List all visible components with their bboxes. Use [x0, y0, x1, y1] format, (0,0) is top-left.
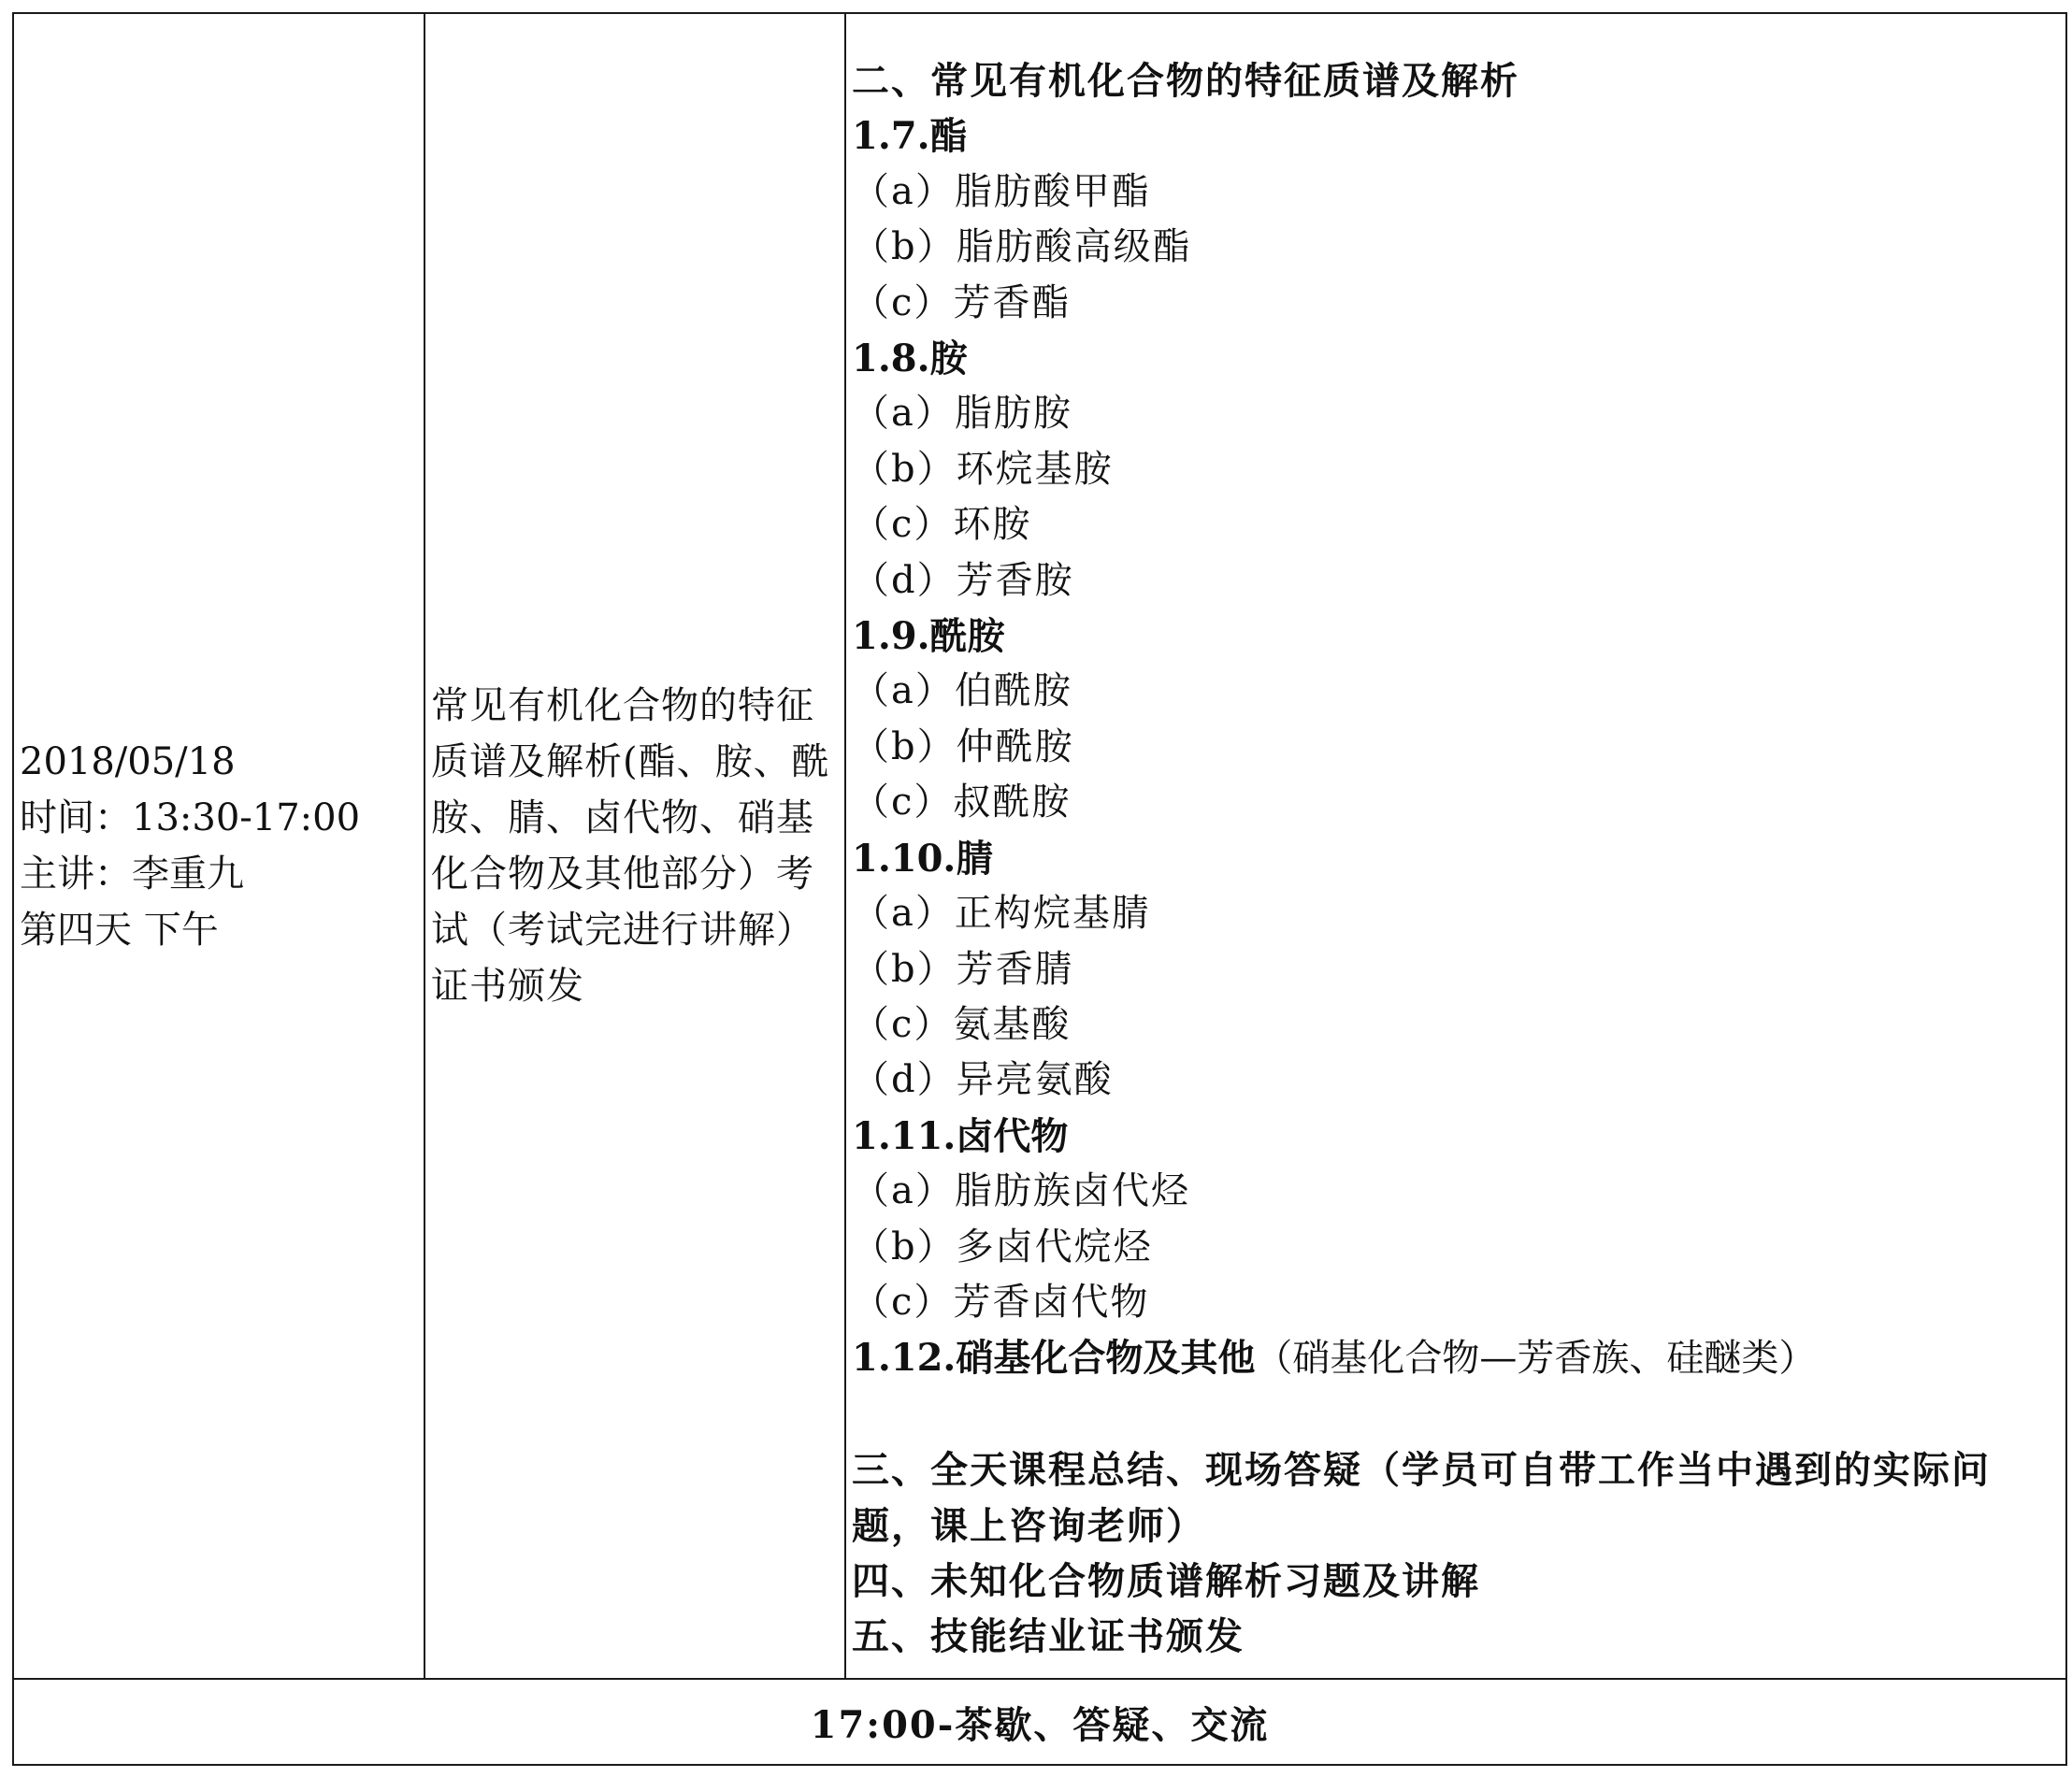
subsection-title: 1.8.胺	[852, 337, 968, 381]
list-item: （b）环烷基胺	[852, 447, 1114, 491]
heading-section-3: 三、全天课程总结、现场答疑（学员可自带工作当中遇到的实际问题，课上咨询老师）	[852, 1448, 1991, 1548]
list-item: （b）芳香腈	[852, 947, 1074, 991]
session-speaker: 主讲：李重九	[20, 853, 244, 896]
list-item: （c）环胺	[852, 503, 1032, 547]
list-item: （a）脂肪族卤代烃	[852, 1169, 1190, 1213]
subsection-title: 1.11.卤代物	[852, 1113, 1069, 1158]
session-date: 2018/05/18	[20, 740, 236, 783]
list-item: （c）叔酰胺	[852, 781, 1072, 824]
detail-cell	[845, 13, 2066, 1679]
blank-line	[852, 1387, 2065, 1442]
heading-section-5: 五、技能结业证书颁发	[852, 1614, 1245, 1659]
list-item: （b）仲酰胺	[852, 724, 1074, 768]
heading-section-2: 二、常见有机化合物的特征质谱及解析	[852, 59, 1519, 103]
subsection-title: 1.7.酯	[852, 114, 968, 159]
session-time: 时间：13:30-17:00	[20, 796, 361, 839]
heading-section-4: 四、未知化合物质谱解析习题及讲解	[852, 1558, 1480, 1603]
topic-cell	[424, 13, 845, 1679]
subsection-title: 1.10.腈	[852, 836, 994, 881]
list-item: （a）正构烷基腈	[852, 892, 1151, 936]
list-item: （d）芳香胺	[852, 558, 1074, 602]
footer-row	[13, 1679, 2066, 1765]
date-cell	[13, 13, 424, 1679]
list-item: （c）芳香卤代物	[852, 1280, 1150, 1324]
session-row	[13, 13, 2066, 1679]
session-day: 第四天 下午	[20, 909, 219, 952]
list-item: （b）脂肪酸高级酯	[852, 225, 1192, 269]
footer-cell	[13, 1679, 2066, 1765]
subsection-title: 1.12.硝基化合物及其他	[852, 1336, 1256, 1381]
list-item: （d）异亮氨酸	[852, 1058, 1114, 1102]
subsection-title: 1.9.酰胺	[852, 614, 1005, 659]
list-item: （c）氨基酸	[852, 1002, 1072, 1046]
list-item: （a）脂肪酸甲酯	[852, 169, 1151, 213]
list-item: （b）多卤代烷烃	[852, 1225, 1153, 1268]
footer-text: 17:00-茶歇、答疑、交流	[810, 1702, 1270, 1747]
list-item: （a）脂肪胺	[852, 392, 1072, 436]
schedule-table	[12, 12, 2067, 1766]
subsection-title-with-note	[852, 1330, 2065, 1386]
list-item: （a）伯酰胺	[852, 669, 1072, 713]
topic-text: 常见有机化合物的特征质谱及解析(酯、胺、酰胺、腈、卤代物、硝基化合物及其他部分）考试（考试完进行讲解）证书颁发	[431, 684, 830, 1008]
subsection-note: （硝基化合物—芳香族、硅醚类）	[1255, 1337, 1817, 1381]
list-item: （c）芳香酯	[852, 280, 1072, 324]
